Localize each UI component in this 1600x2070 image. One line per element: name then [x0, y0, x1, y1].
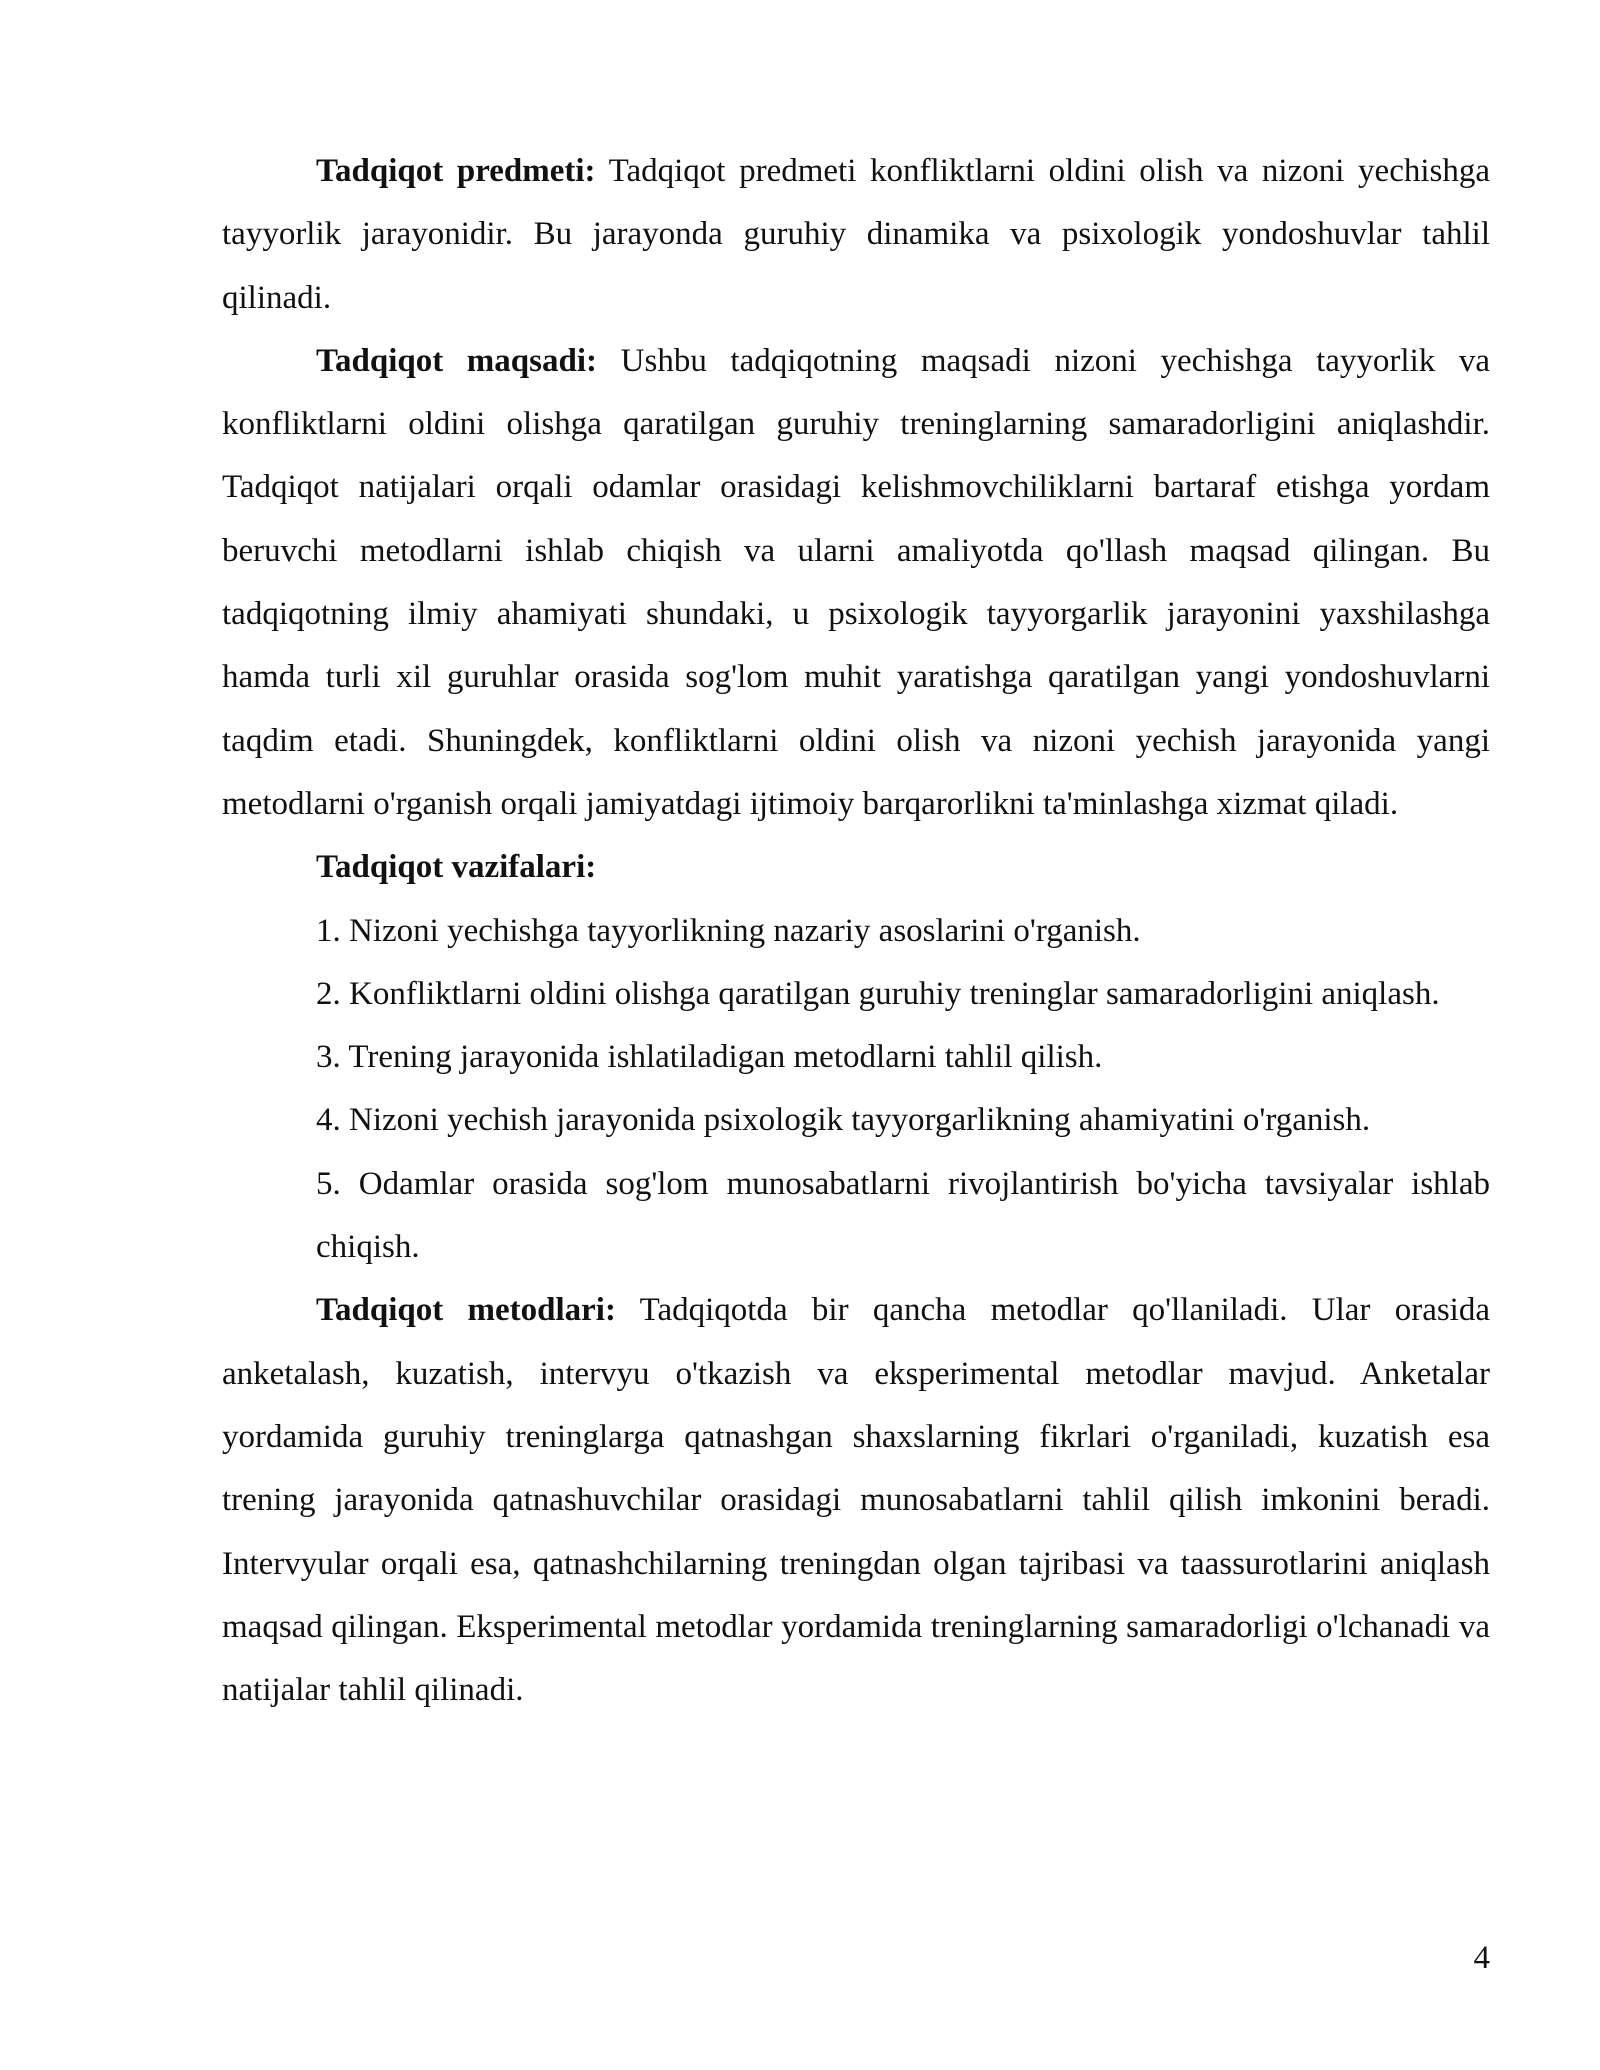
term-research-methods: Tadqiqot metodlari:	[316, 1292, 616, 1329]
research-tasks-list	[222, 900, 1490, 1280]
text-research-subject: Tadqiqot predmeti konfliktlarni oldini olish va nizoni yechishga tayyorlik jarayonidir. Bu jarayonda guruhiy dinamika va psixologik yondoshuvlar tahlil qilinadi.	[222, 153, 1491, 316]
text-research-goal: Ushbu tadqiqotning maqsadi nizoni yechishga tayyorlik va konfliktlarni oldini olishga qaratilgan guruhiy treninglarning samaradorligini aniqlashdir. Tadqiqot natijalari orqali odamlar orasidagi kelishmovchiliklarni bartaraf etishga yordam beruvchi metodlarni ishlab chiqish va ularni amaliyotda qo'llash maqsad qilingan. Bu tadqiqotning ilmiy ahamiyati shundaki, u psixologik tayyorgarlik jarayonini yaxshilashga hamda turli xil guruhlar orasida sog'lom muhit yaratishga qaratilgan yangi yondoshuvlarni taqdim etadi. Shuningdek, konfliktlarni oldini olish va nizoni yechish jarayonida yangi metodlarni o'rganish orqali jamiyatdagi ijtimoiy barqarorlikni ta'minlashga xizmat qiladi.	[222, 342, 1491, 822]
heading-research-tasks: Tadqiqot vazifalari:	[316, 849, 597, 886]
term-research-subject: Tadqiqot predmeti:	[316, 153, 596, 189]
paragraph-research-subject	[222, 140, 1490, 330]
list-item: 3. Trening jarayonida ishlatiladigan metodlarni tahlil qilish.	[316, 1039, 1103, 1076]
term-research-goal: Tadqiqot maqsadi:	[316, 342, 598, 379]
paragraph-research-methods	[222, 1279, 1490, 1722]
list-item: 2. Konfliktlarni oldini olishga qaratilgan guruhiy treninglar samaradorligini aniqlash.	[316, 975, 1440, 1012]
document-page	[222, 140, 1490, 1722]
page-number: 4	[1473, 1940, 1490, 1976]
list-item: 4. Nizoni yechish jarayonida psixologik tayyorgarlikning ahamiyatini o'rganish.	[316, 1102, 1371, 1139]
list-item: 5. Odamlar orasida sog'lom munosabatlarni rivojlantirish bo'yicha tavsiyalar ishlab chiqish.	[316, 1165, 1490, 1266]
paragraph-research-goal	[222, 330, 1490, 836]
text-research-methods: Tadqiqotda bir qancha metodlar qo'llaniladi. Ular orasida anketalash, kuzatish, intervyu o'tkazish va eksperimental metodlar mavjud. Anketalar yordamida guruhiy treninglarga qatnashgan shaxslarning fikrlari o'rganiladi, kuzatish esa trening jarayonida qatnashuvchilar orasidagi munosabatlarni tahlil qilish imkonini beradi. Intervyular orqali esa, qatnashchilarning treningdan olgan tajribasi va taassurotlarini aniqlash maqsad qilingan. Eksperimental metodlar yordamida treninglarning samaradorligi o'lchanadi va natijalar tahlil qilinadi.	[222, 1292, 1490, 1709]
list-item: 1. Nizoni yechishga tayyorlikning nazariy asoslarini o'rganish.	[316, 912, 1141, 949]
